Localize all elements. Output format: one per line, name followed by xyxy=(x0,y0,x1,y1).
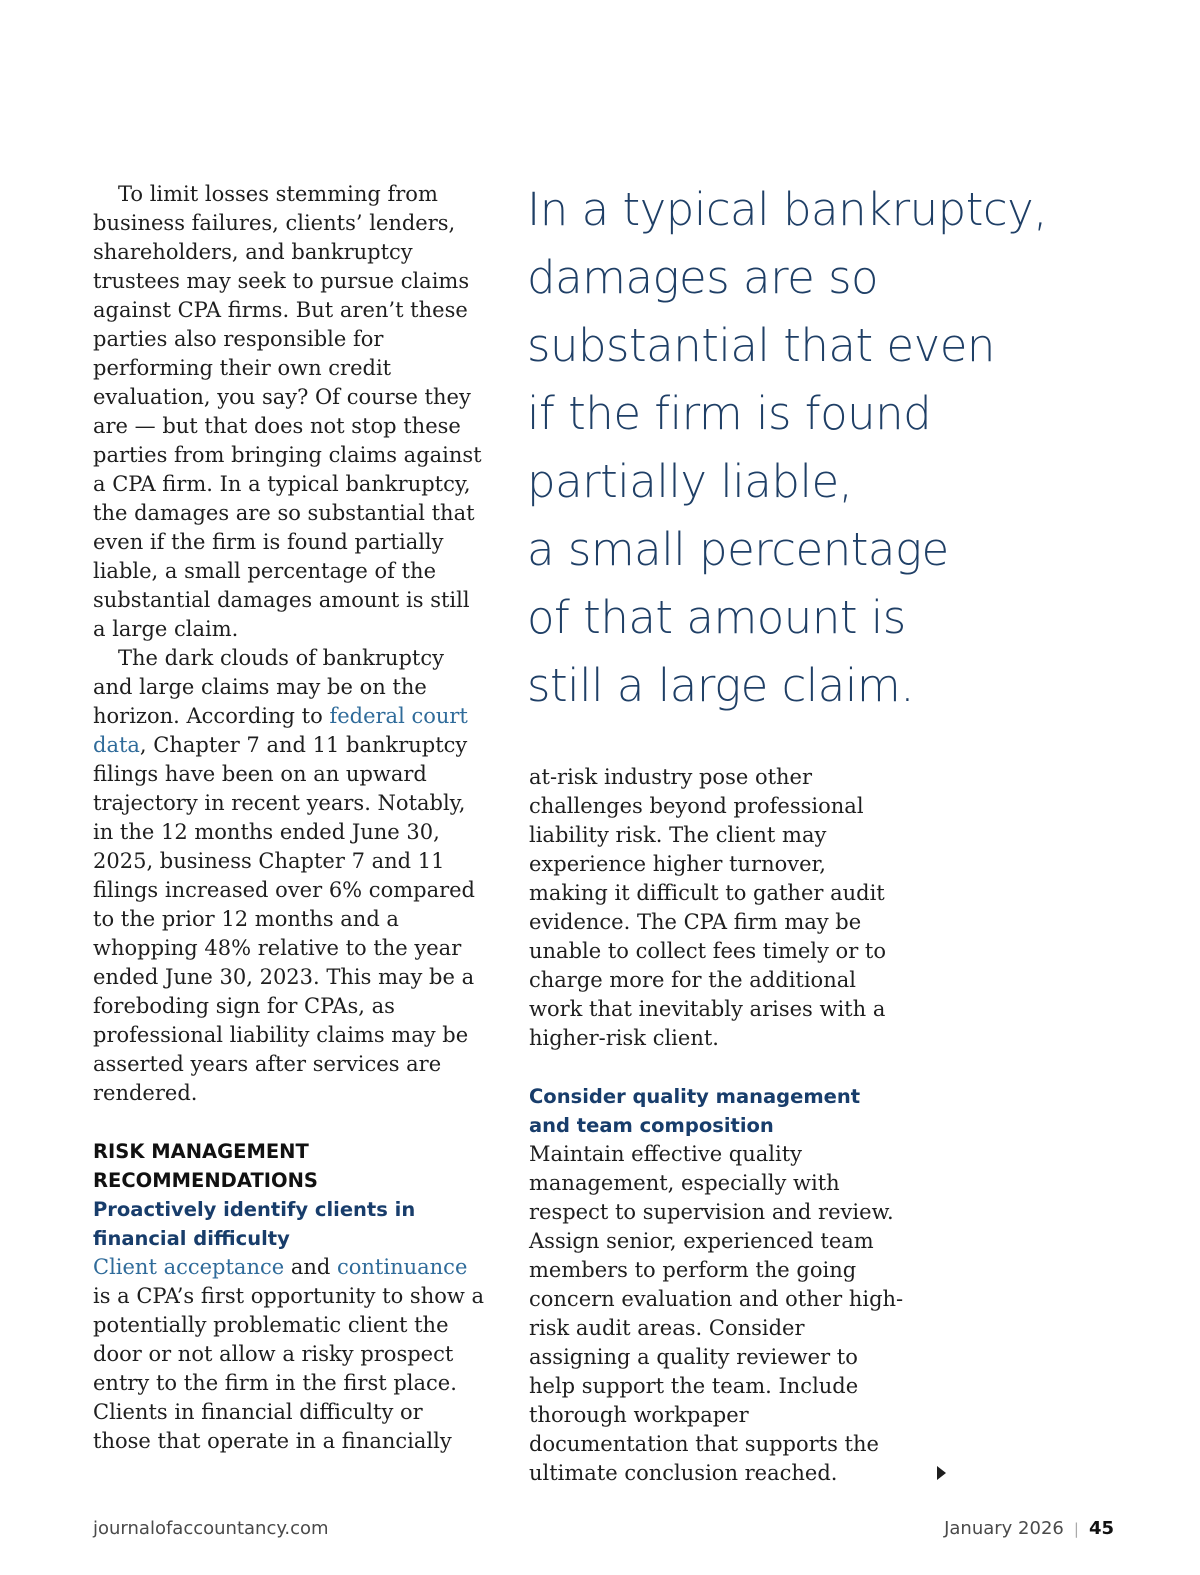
federal-court-data-link[interactable]: federal court data xyxy=(93,704,468,757)
pull-quote-line: damages are so xyxy=(527,251,879,304)
pull-quote-line: still a large claim. xyxy=(527,659,915,712)
pull-quote-line: if the firm is found xyxy=(527,387,932,440)
pull-quote-line: a small percentage xyxy=(527,523,949,576)
left-column xyxy=(93,180,485,1456)
paragraph-text: The dark clouds of bankruptcy and large claims may be on the horizon. According to xyxy=(93,646,444,728)
pull-quote-line: substantial that even xyxy=(527,319,995,372)
page-number: 45 xyxy=(1088,1518,1114,1539)
body-paragraph xyxy=(93,1253,485,1456)
footer-issue-info xyxy=(944,1518,1114,1539)
footer-issue-date: January 2026 xyxy=(944,1518,1064,1539)
subheading xyxy=(93,1195,485,1253)
pull-quote-line: In a typical bankruptcy, xyxy=(527,183,1048,236)
body-paragraph: To limit losses stemming from business failures, clients’ lenders, shareholders, and bankruptcy trustees may seek to pursue claims against CPA firms. But aren’t these parties also responsible for performing their own credit evaluation, you say? Of course they are — but that does not stop these parties from bringing claims against a CPA firm. In a typical bankruptcy, the damages are so substantial that even if the firm is found partially liable, a small percentage of the substantial damages amount is still a large claim. xyxy=(93,182,482,641)
paragraph-text: and xyxy=(284,1255,337,1279)
continuance-link[interactable]: continuance xyxy=(337,1255,468,1279)
subheading-line: financial difficulty xyxy=(93,1227,290,1250)
subheading xyxy=(529,1082,909,1140)
section-heading-line: RISK MANAGEMENT xyxy=(93,1140,309,1163)
footer-site-url: journalofaccountancy.com xyxy=(93,1518,329,1539)
subheading-line: Proactively identify clients in xyxy=(93,1198,416,1221)
paragraph-text: , Chapter 7 and 11 bankruptcy filings have been on an upward trajectory in recent years. Notably, in the 12 months ended June 30, 2025, business Chapter 7 and 11 filings increased over 6% compared to the prior 12 months and a whopping 48% relative to the year ended June 30, 2023. This may be a foreboding sign for CPAs, as professional liability claims may be asserted years after services are rendered. xyxy=(93,733,475,1105)
subheading-line: and team composition xyxy=(529,1114,774,1137)
pull-quote xyxy=(527,176,1048,720)
section-heading xyxy=(93,1137,485,1195)
paragraph-text: is a CPA’s first opportunity to show a potentially problematic client the door or not allow a risky prospect entry to the firm in the first place. Clients in financial difficulty or those that operate in a financially xyxy=(93,1284,485,1453)
body-paragraph: Maintain effective quality management, especially with respect to supervision and review. Assign senior, experienced team members to perform the going concern evaluation and other high-risk audit areas. Consider assigning a quality reviewer to help support the team. Include thorough workpaper documentation that supports the ultimate conclusion reached. xyxy=(529,1142,904,1485)
triangle-right-icon xyxy=(937,1466,946,1480)
section-heading-line: RECOMMENDATIONS xyxy=(93,1169,318,1192)
body-paragraph xyxy=(93,644,485,1108)
client-acceptance-link[interactable]: Client acceptance xyxy=(93,1255,285,1279)
subheading-line: Consider quality management xyxy=(529,1085,861,1108)
footer-separator: | xyxy=(1073,1520,1079,1538)
pull-quote-line: of that amount is xyxy=(527,591,906,644)
right-column xyxy=(529,763,909,1488)
pull-quote-line: partially liable, xyxy=(527,455,853,508)
body-paragraph: at-risk industry pose other challenges beyond professional liability risk. The client may experience higher turnover, making it difficult to gather audit evidence. The CPA firm may be unable to collect fees timely or to charge more for the additional work that inevitably arises with a higher-risk client. xyxy=(529,765,886,1050)
